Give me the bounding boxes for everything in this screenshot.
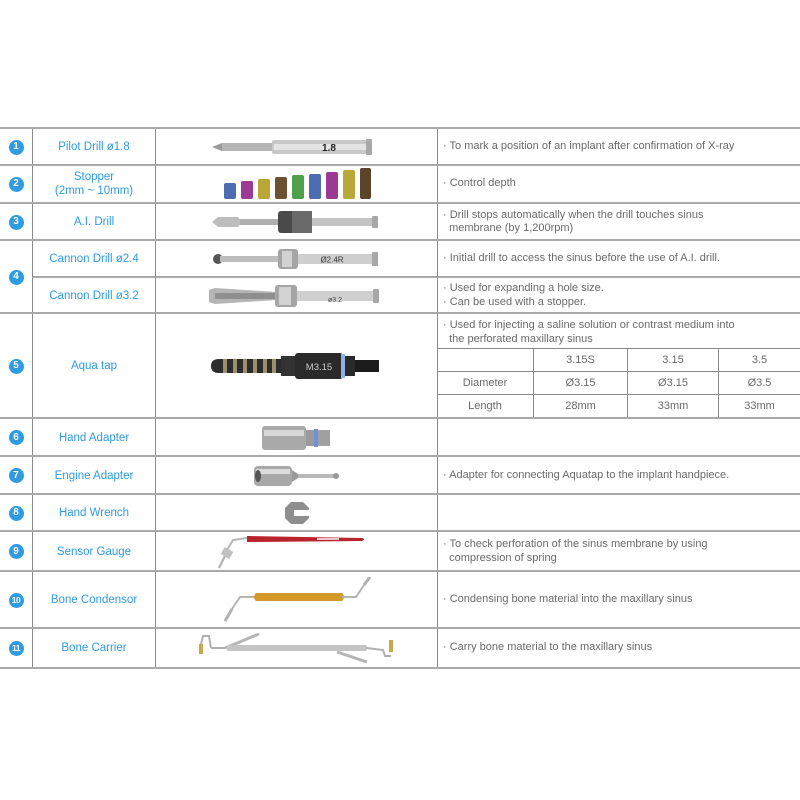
number-badge-4: 4 — [9, 270, 24, 285]
spec-row-length — [437, 394, 800, 417]
number-badge-11: 11 — [9, 641, 24, 656]
table-row-cannon-drills — [0, 239, 800, 313]
number-badge-5: 5 — [9, 359, 24, 374]
stoppers-image — [155, 166, 437, 202]
spec-value: 33mm — [718, 395, 800, 417]
instrument-name: Engine Adapter — [32, 457, 155, 494]
table-row-bone-carrier — [0, 627, 800, 669]
svg-text:M3.15: M3.15 — [305, 362, 333, 373]
table-row-pilot-drill — [0, 127, 800, 165]
spec-header-cell — [437, 349, 533, 371]
number-badge-7: 7 — [9, 468, 24, 483]
spec-value: 33mm — [627, 395, 718, 417]
spec-value: Ø3.5 — [718, 372, 800, 394]
instrument-name: Sensor Gauge — [32, 532, 155, 571]
table-row-bone-condensor — [0, 570, 800, 628]
description-text: compression of spring — [443, 551, 557, 564]
description-text: · Used for injecting a saline solution or contrast medium into — [443, 319, 735, 331]
spec-label: Diameter — [462, 377, 508, 389]
spec-header-cell: 3.15S — [533, 349, 627, 371]
number-badge-3: 3 — [9, 215, 24, 230]
description-text: membrane (by 1,200rpm) — [443, 222, 574, 234]
bone-condensor-image — [155, 572, 437, 628]
table-row-hand-adapter — [0, 417, 800, 456]
description-text: · Control depth — [443, 177, 516, 190]
instrument-name: Pilot Drill ø1.8 — [32, 129, 155, 165]
instrument-name: Bone Condensor — [32, 572, 155, 628]
table-row-hand-wrench — [0, 493, 800, 531]
description-text: · Can be used with a stopper. — [443, 295, 587, 308]
table-row-aqua-tap — [0, 312, 800, 418]
sensor-gauge-image — [155, 532, 437, 571]
table-row-engine-adapter — [0, 455, 800, 494]
description-text: · Used for expanding a hole size. — [443, 282, 604, 294]
bone-carrier-image — [155, 629, 437, 667]
table-row-ai-drill — [0, 202, 800, 240]
svg-text:1.8: 1.8 — [321, 143, 336, 154]
hand-wrench-image — [155, 495, 437, 531]
number-badge-6: 6 — [9, 430, 24, 445]
hand-adapter-image — [155, 419, 437, 456]
svg-text:ø3.2: ø3.2 — [327, 296, 343, 304]
number-badge-2: 2 — [9, 177, 24, 192]
spec-value: Ø3.15 — [627, 372, 718, 394]
spec-header-cell: 3.5 — [718, 349, 800, 371]
number-badge-10: 10 — [9, 593, 24, 608]
description-text: · To mark a position of an implant after confirmation of X-ray — [443, 140, 735, 153]
description-text: · Condensing bone material into the maxillary sinus — [443, 593, 693, 606]
spec-label: Length — [468, 400, 502, 412]
spec-header-cell: 3.15 — [627, 349, 718, 371]
description-text: · Carry bone material to the maxillary sinus — [443, 641, 653, 654]
description-empty — [437, 495, 800, 531]
instrument-name: Cannon Drill ø2.4 — [32, 241, 155, 277]
number-badge-9: 9 — [9, 544, 24, 559]
spec-row-diameter — [437, 371, 800, 394]
instrument-name: A.I. Drill — [32, 204, 155, 240]
description-text: · Initial drill to access the sinus before the use of A.I. drill. — [443, 252, 720, 265]
instrument-name: Hand Wrench — [32, 495, 155, 531]
table-row-stopper — [0, 164, 800, 202]
pilot-drill-image — [155, 129, 437, 165]
number-badge-8: 8 — [9, 506, 24, 521]
instrument-name: Hand Adapter — [32, 419, 155, 456]
spec-value: 28mm — [533, 395, 627, 417]
svg-text:Ø2.4R: Ø2.4R — [319, 255, 344, 265]
number-badge-1: 1 — [9, 140, 24, 155]
aqua-tap-image — [155, 314, 437, 418]
description-text: · To check perforation of the sinus membrane by using — [443, 538, 708, 550]
description-text: the perforated maxillary sinus — [443, 332, 593, 345]
ai-drill-image — [155, 204, 437, 240]
spec-value: Ø3.15 — [533, 372, 627, 394]
instrument-name: Aqua tap — [32, 314, 155, 418]
description-text: · Drill stops automatically when the drill touches sinus — [443, 208, 704, 221]
cannon-drill-3-2-image — [155, 278, 437, 313]
instrument-name: Stopper (2mm ~ 10mm) — [32, 166, 155, 202]
description-empty — [437, 419, 800, 456]
instrument-name: Bone Carrier — [32, 629, 155, 667]
engine-adapter-image — [155, 457, 437, 494]
table-row-sensor-gauge — [0, 530, 800, 571]
description-text: · Adapter for connecting Aquatap to the implant handpiece. — [443, 468, 730, 481]
cannon-drill-2-4-image — [155, 241, 437, 277]
instrument-name: Cannon Drill ø3.2 — [32, 278, 155, 313]
spec-header-row — [437, 348, 800, 371]
